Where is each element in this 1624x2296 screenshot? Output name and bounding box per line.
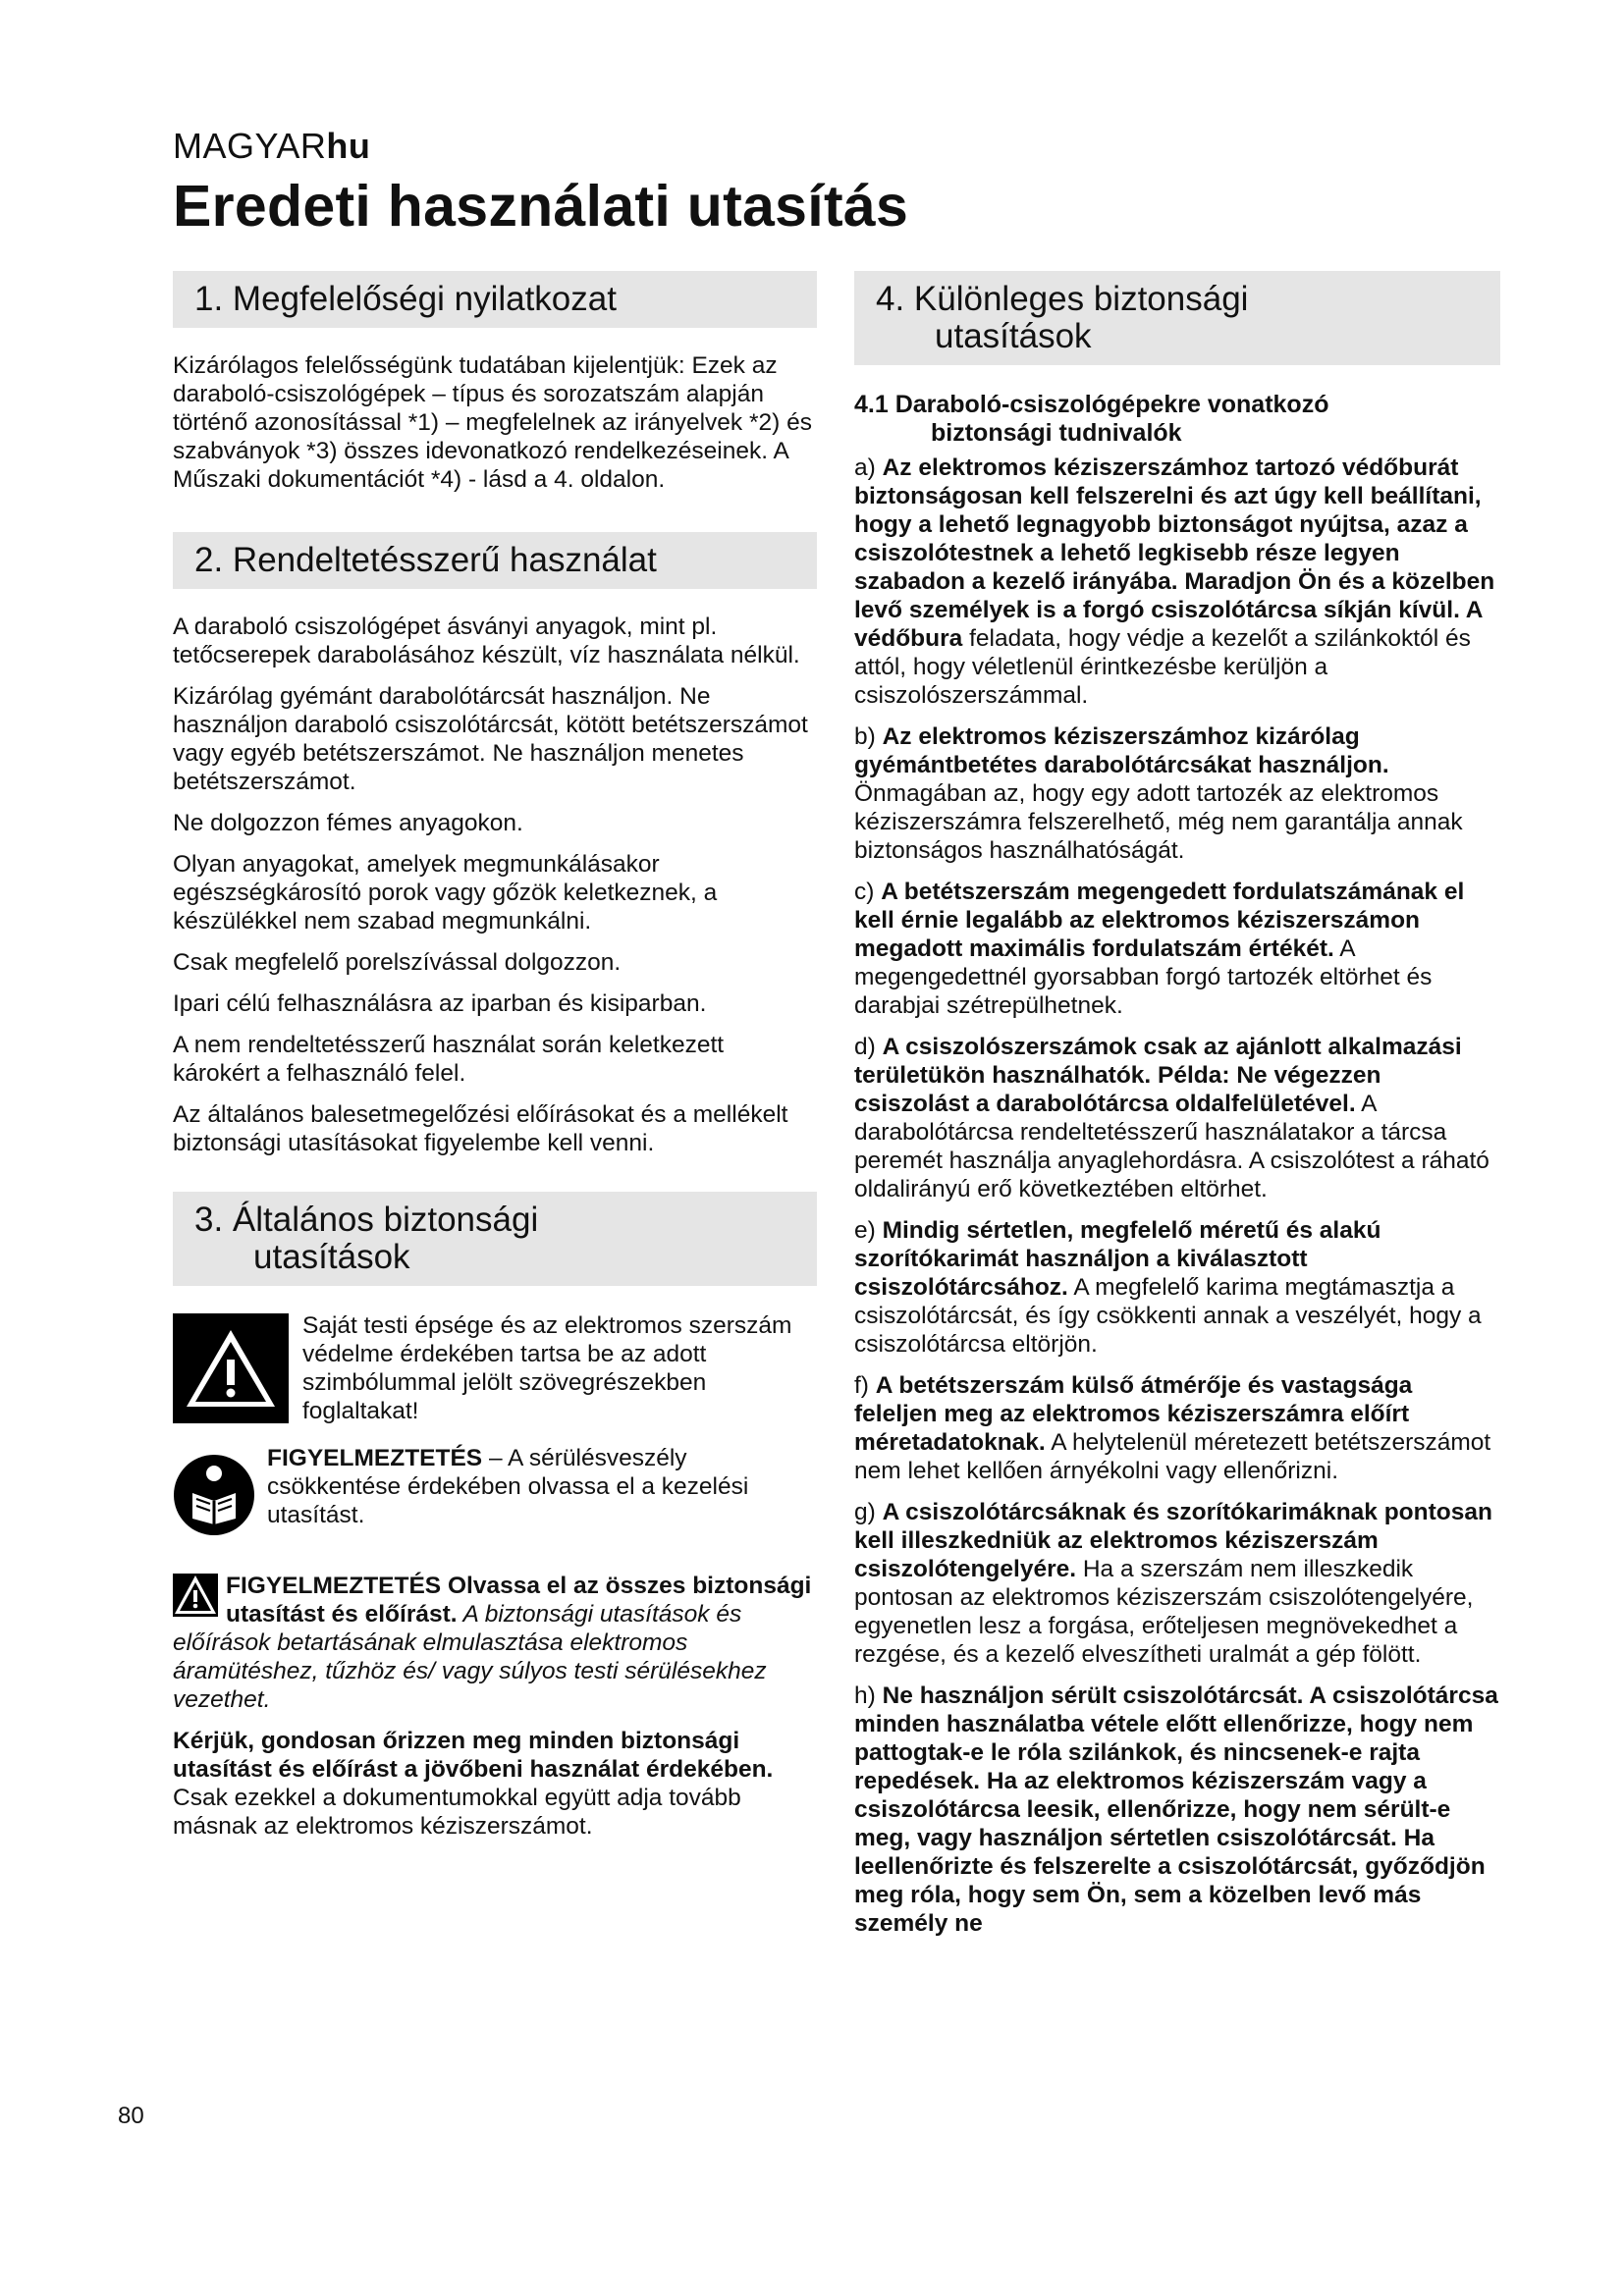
- safety-item: [854, 1498, 1500, 1669]
- safety-item-bold: Mindig sértetlen, megfelelő méretű és alakú szorítókarimát használjon a kiválasztott csiszolótárcsához.: [854, 1217, 1381, 1301]
- left-column: [173, 271, 817, 1853]
- section-heading-3: [173, 1192, 817, 1286]
- safety-item-label: f): [854, 1372, 876, 1399]
- section-1-paragraph: Kizárólagos felelősségünk tudatában kijelentjük: Ezek az daraboló-csiszológépek – típus és sorozatszám alapján történő azonosítással *1) – megfelelnek az irányelvek *2) és szabványok *3) összes idevonatkozó rendelkezéseinek. A Műszaki dokumentációt *4) - lásd a 4. oldalon.: [173, 352, 812, 493]
- subsection-heading-line: 4.1 Daraboló-csiszológépekre vonatkozó: [854, 391, 1329, 418]
- small-warning-icon: [173, 1574, 218, 1617]
- section-4-heading-line: 4. Különleges biztonsági: [876, 280, 1249, 318]
- safety-item-bold: A csiszolószerszámok csak az ajánlott alkalmazási területükön használhatók. Példa: Ne végezzen csiszolást a darabolótárcsa oldalfelületével.: [854, 1034, 1462, 1117]
- section-4-heading-line: utasítások: [935, 317, 1092, 355]
- safety-item: [854, 1216, 1500, 1359]
- page-number: 80: [118, 2103, 144, 2129]
- page-title: Eredeti használati utasítás: [173, 174, 909, 239]
- section-2-paragraph: Csak megfelelő porelszívással dolgozzon.: [173, 949, 622, 976]
- safety-item-bold: Az elektromos kéziszerszámhoz kizárólag gyémántbetétes darabolótárcsákat használjon.: [854, 723, 1389, 778]
- warning-triangle-icon: [173, 1313, 289, 1423]
- language-code: hu: [326, 126, 371, 166]
- warning-symbol-note: [173, 1309, 817, 1438]
- subsection-heading-4-1: [854, 391, 1500, 448]
- safety-item-label: g): [854, 1499, 883, 1525]
- safety-item-label: d): [854, 1034, 883, 1060]
- section-2-paragraph: Olyan anyagokat, amelyek megmunkálásakor egészségkárosító porok vagy gőzök keletkeznek, a készülékkel nem szabad megmunkálni.: [173, 851, 718, 934]
- section-2-paragraph: A nem rendeltetésszerű használat során keletkezett károkért a felhasználó felel.: [173, 1032, 725, 1087]
- safety-item: [854, 722, 1500, 865]
- safety-item-bold: A betétszerszám megengedett fordulatszámának el kell érnie legalább az elektromos kéziszerszámon megadott maximális fordulatszám értékét.: [854, 879, 1465, 962]
- section-3-heading-line: 3. Általános biztonsági: [194, 1201, 539, 1239]
- read-all-warning: [173, 1572, 817, 1714]
- section-3-heading-line: utasítások: [253, 1238, 410, 1276]
- right-column: [854, 271, 1500, 1950]
- safety-item-label: b): [854, 723, 883, 750]
- safety-item: [854, 1033, 1500, 1203]
- section-heading-4: [854, 271, 1500, 365]
- safety-item-text: A helytelenül méretezett betétszerszámot nem lehet kellően árnyékolni vagy ellenőrizni.: [854, 1429, 1491, 1484]
- language-label: [173, 126, 370, 167]
- read-manual-icon: [173, 1454, 255, 1536]
- subsection-heading-line: biztonsági tudnivalók: [931, 419, 1182, 447]
- safety-item: [854, 1682, 1500, 1938]
- section-heading-1: 1. Megfelelőségi nyilatkozat: [173, 271, 817, 328]
- read-manual-text: [267, 1444, 817, 1529]
- safety-item: [854, 454, 1500, 710]
- read-all-warning-bold: FIGYELMEZTETÉS Olvassa el az összes biztonsági utasítást és előírást.: [226, 1573, 812, 1628]
- safety-item-bold: A betétszerszám külső átmérője és vastagsága feleljen meg az elektromos kéziszerszámra előírt méretadatoknak.: [854, 1372, 1413, 1456]
- safety-item: [854, 1371, 1500, 1485]
- safety-item-bold: Az elektromos kéziszerszámhoz tartozó védőburát biztonságosan kell felszerelni és azt úgy kell beállítani, hogy a lehető legnagyobb biztonságot nyújtsa, azaz a csiszolótestnek a lehető legkisebb része legyen szabadon a kezelő irányába. Maradjon Ön és a közelben levő személyek is a forgó csiszolótárcsa síkján kívül. A védőbura: [854, 454, 1495, 652]
- safety-item-text: A megengedettnél gyorsabban forgó tartozék eltörhet és darabjai szétrepülhetnek.: [854, 935, 1433, 1019]
- language-name: MAGYAR: [173, 126, 327, 166]
- warning-symbol-text: Saját testi épsége és az elektromos szerszám védelme érdekében tartsa be az adott szimbólummal jelölt szövegrészekben foglaltakat!: [302, 1312, 792, 1424]
- read-manual-label: FIGYELMEZTETÉS: [267, 1445, 483, 1471]
- safety-item-text: A darabolótárcsa rendeltetésszerű használatakor a tárcsa peremét használja anyaglehordásra. A csiszolótest a ráható oldalirányú erő következtében eltörhet.: [854, 1091, 1489, 1202]
- read-manual-note: [173, 1444, 817, 1542]
- safety-item-bold: A csiszolótárcsáknak és szorítókarimáknak pontosan kell illeszkedniük az elektromos kéziszerszám csiszolótengelyére.: [854, 1499, 1492, 1582]
- safety-item-text: Önmagában az, hogy egy adott tartozék az elektromos kéziszerszámra felszerelhető, még nem garantálja annak biztonságos használhatóságát.: [854, 780, 1463, 864]
- safety-item-label: c): [854, 879, 882, 905]
- section-heading-2: 2. Rendeltetésszerű használat: [173, 532, 817, 589]
- keep-instructions-bold: Kérjük, gondosan őrizzen meg minden biztonsági utasítást és előírást a jövőbeni használat érdekében.: [173, 1728, 774, 1783]
- safety-item: [854, 878, 1500, 1020]
- safety-item-text: Ha a szerszám nem illeszkedik pontosan az elektromos kéziszerszám csiszolótengelyére, egyenetlen lesz a forgása, erőteljesen megnövekedhet a rezgése, és a kezelő elveszítheti uralmát a gép fölött.: [854, 1556, 1474, 1668]
- safety-item-label: e): [854, 1217, 883, 1244]
- section-2-paragraph: Az általános balesetmegelőzési előírásokat és a mellékelt biztonsági utasításokat figyelembe kell venni.: [173, 1101, 788, 1156]
- read-all-warning-italic: A biztonsági utasítások és előírások betartásának elmulasztása elektromos áramütéshez, tűzhöz és/ vagy súlyos testi sérülésekhez vezethet.: [173, 1601, 767, 1713]
- read-manual-desc: – A sérülésveszély csökkentése érdekében olvassa el a kezelési utasítást.: [267, 1445, 749, 1528]
- section-2-paragraph: Kizárólag gyémánt darabolótárcsát használjon. Ne használjon daraboló csiszolótárcsát, kötött betétszerszámot vagy egyéb betétszerszámot. Ne használjon menetes betétszerszámot.: [173, 683, 808, 795]
- section-2-paragraph: A daraboló csiszológépet ásványi anyagok, mint pl. tetőcserepek darabolásához készült, víz használata nélkül.: [173, 614, 800, 668]
- section-2-paragraph: Ipari célú felhasználásra az iparban és kisiparban.: [173, 990, 707, 1017]
- safety-item-label: a): [854, 454, 883, 481]
- safety-item-bold: Ne használjon sérült csiszolótárcsát. A csiszolótárcsa minden használatba vétele előtt ellenőrizze, hogy nem pattogtak-e le róla szilánkok, és nincsenek-e rajta repedések. Ha az elektromos kéziszerszám vagy a csiszolótárcsa leesik, ellenőrizze, hogy nem sérült-e meg, vagy használjon sértetlen csiszolótárcsát. Ha leellenőrizte és felszerelte a csiszolótárcsát, győződjön meg róla, hogy sem Ön, sem a közelben levő más személy ne: [854, 1682, 1498, 1937]
- keep-instructions-text: [173, 1727, 817, 1841]
- safety-item-text: feladata, hogy védje a kezelőt a szilánkoktól és attól, hogy véletlenül érintkezésbe kerüljön a csiszolószerszámmal.: [854, 625, 1471, 709]
- keep-instructions-desc: Csak ezekkel a dokumentumokkal együtt adja tovább másnak az elektromos kéziszerszámot.: [173, 1785, 741, 1840]
- safety-item-label: h): [854, 1682, 883, 1709]
- safety-item-text: A megfelelő karima megtámasztja a csiszolótárcsát, és így csökkenti annak a veszélyét, hogy a csiszolótárcsa eltörjön.: [854, 1274, 1482, 1358]
- section-2-paragraph: Ne dolgozzon fémes anyagokon.: [173, 810, 523, 836]
